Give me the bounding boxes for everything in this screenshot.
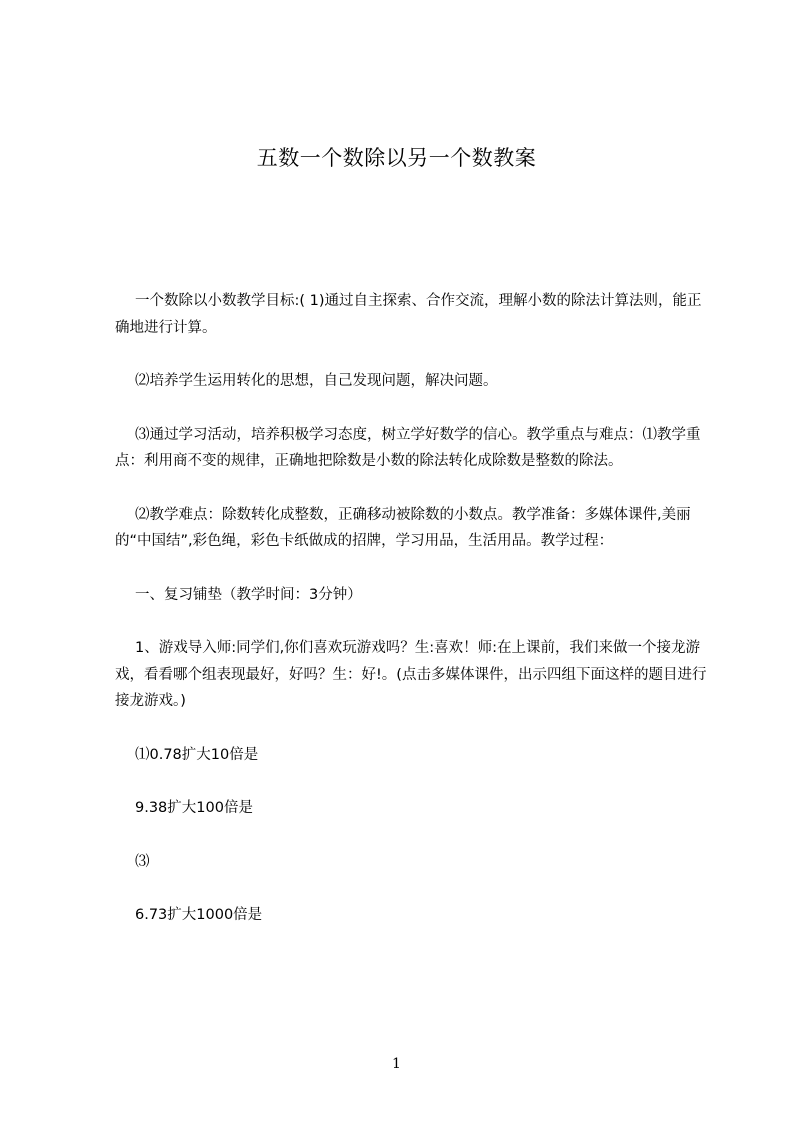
paragraph-objective-3: ⑶通过学习活动，培养积极学习态度，树立学好数学的信心。教学重点与难点：⑴教学重点：利用商不变的规律，正确地把除数是小数的除法转化成除数是整数的除法。 (115, 426, 701, 469)
paragraph-objective-2: ⑵培养学生运用转化的思想，自己发现问题，解决问题。 (135, 373, 498, 389)
exercise-item-2: 9.38扩大100倍是 (135, 800, 253, 816)
document-title: 五数一个数除以另一个数教案 (256, 146, 537, 170)
paragraph-game-intro: 1、游戏导入师:同学们,你们喜欢玩游戏吗？生:喜欢！师:在上课前，我们来做一个接龙游戏，看看哪个组表现最好，好吗？生：好!。(点击多媒体课件，出示四组下面这样的题目进行接龙游戏。) (115, 640, 707, 709)
section-heading-review: 一、复习铺垫（教学时间：3分钟） (135, 586, 362, 603)
paragraph-difficulty: ⑵教学难点：除数转化成整数，正确移动被除数的小数点。教学准备：多媒体课件,美丽的“中国结”,彩色绳，彩色卡纸做成的招牌，学习用品，生活用品。教学过程： (115, 506, 691, 549)
exercise-item-3: 6.73扩大1000倍是 (135, 907, 263, 923)
exercise-item-3-label: ⑶ (135, 853, 150, 870)
document-body (115, 288, 715, 956)
exercise-item-1: ⑴0.78扩大10倍是 (135, 746, 259, 763)
paragraph-objectives: 一个数除以小数教学目标:( 1)通过自主探索、合作交流，理解小数的除法计算法则，能正确地进行计算。 (115, 293, 702, 336)
page-number: 1 (392, 1056, 401, 1072)
